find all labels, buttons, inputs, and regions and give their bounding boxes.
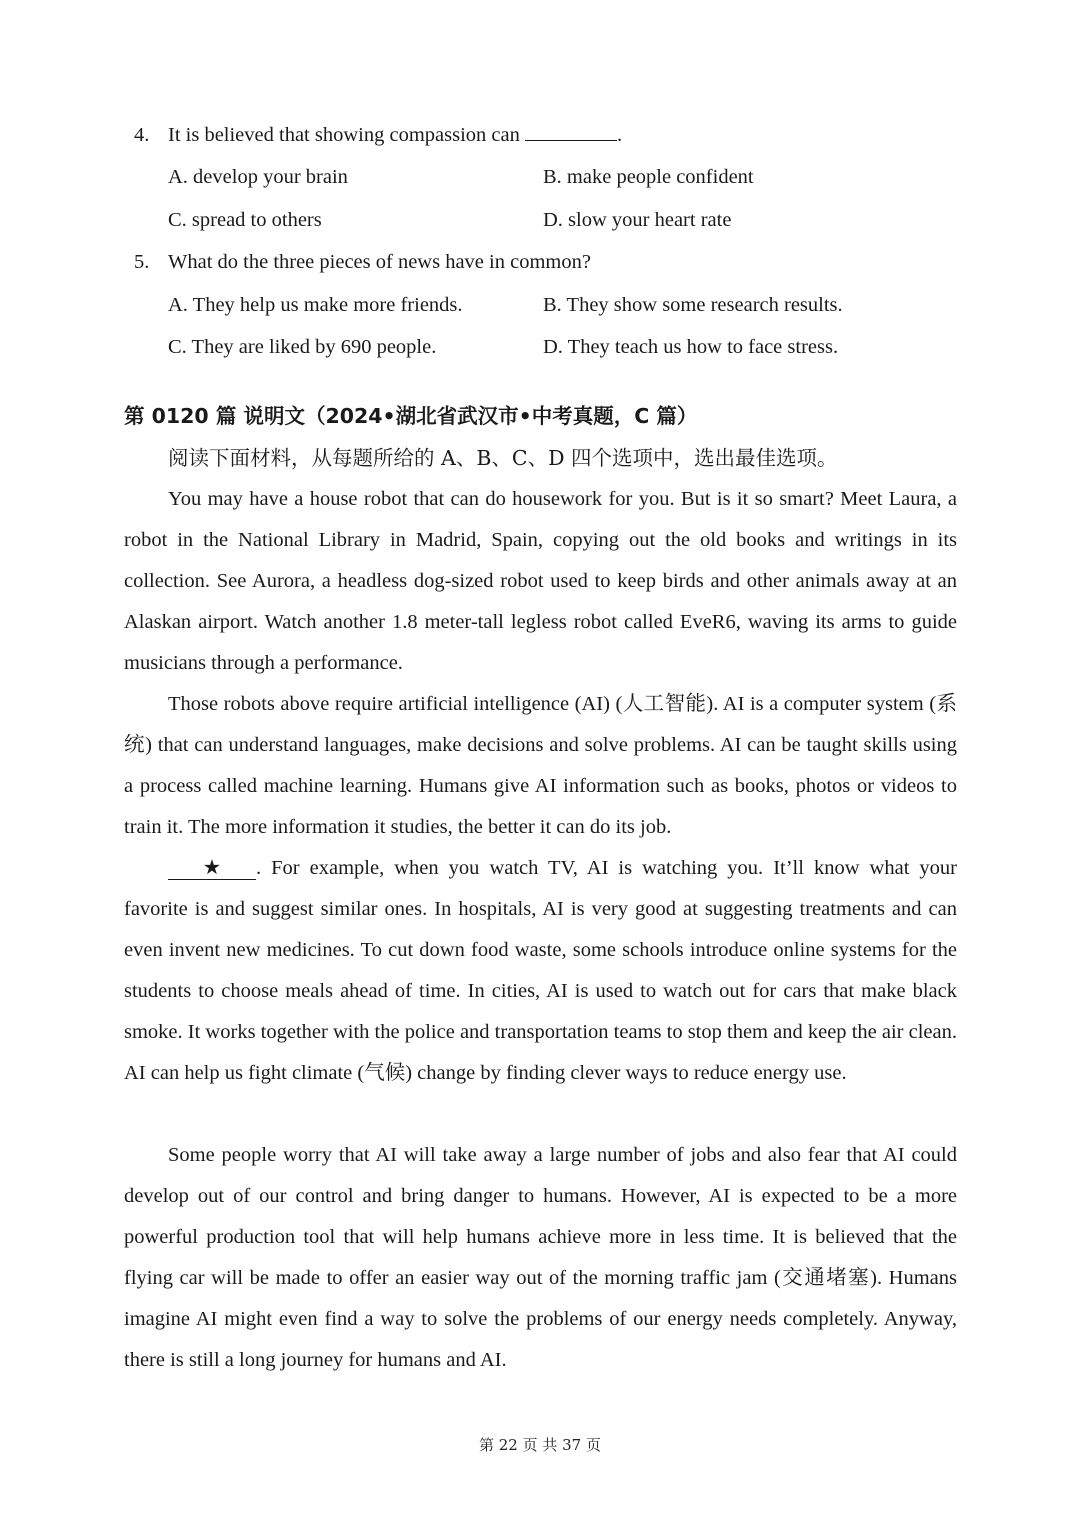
passage-paragraph-1: You may have a house robot that can do housework for you. But is it so smart? Meet Laura, a robot in the National Library in Madrid, Spain, copying out the old books and writings in its collection. See Aurora, a headless dog-sized robot used to keep birds and other animals away at an Alaskan airport. Watch another 1.8 meter-tall legless robot called EveR6, waving its arms to guide musicians through a performance. (124, 488, 957, 674)
star-blank: ★ (168, 857, 256, 880)
question-5-option-c: C. They are liked by 690 people. (168, 336, 437, 358)
question-5-number: 5. (134, 251, 150, 273)
question-4-option-d: D. slow your heart rate (543, 209, 732, 231)
passage-paragraph-2: Those robots above require artificial intelligence (AI) (人工智能). AI is a computer system (系统) that can understand languages, make decisions and solve problems. AI can be taught skills using a process called machine learning. Humans give AI information such as books, photos or videos to train it. The more information it studies, the better it can do its job. (124, 693, 957, 838)
passage-paragraph-3-text: . For example, when you watch TV, AI is watching you. It’ll know what your favorite is and suggest similar ones. In hospitals, AI is very good at suggesting treatments and can even invent new medicines. To cut down food waste, some schools introduce online systems for the students to choose meals ahead of time. In cities, AI is used to watch out for cars that make black smoke. It works together with the police and transportation teams to stop them and keep the air clean. AI can help us fight climate (气候) change by finding clever ways to reduce energy use. (124, 857, 957, 1084)
answer-blank (525, 122, 617, 141)
passage-paragraph-4: Some people worry that AI will take away a large number of jobs and also fear that AI could develop out of our control and bring danger to humans. However, AI is expected to be a more powerful production tool that will help humans achieve more in less time. It is believed that the flying car will be made to offer an easier way out of the morning traffic jam (交通堵塞). Humans imagine AI might even find a way to solve the problems of our energy needs completely. Anyway, there is still a long journey for humans and AI. (124, 1144, 957, 1371)
section-title: 第 0120 篇 说明文（2024•湖北省武汉市•中考真题，C 篇） (124, 404, 698, 428)
question-4-stem-text: It is believed that showing compassion can (168, 124, 520, 146)
question-4-stem-end: . (616, 124, 623, 146)
section-instruction: 阅读下面材料，从每题所给的 A、B、C、D 四个选项中，选出最佳选项。 (168, 446, 838, 470)
question-4-number: 4. (134, 124, 150, 146)
question-4-option-a: A. develop your brain (168, 166, 348, 188)
question-4-option-c: C. spread to others (168, 209, 322, 231)
passage-paragraph-3 (124, 848, 957, 1094)
question-4-stem (168, 120, 622, 150)
question-5-option-b: B. They show some research results. (543, 294, 843, 316)
question-5-option-d: D. They teach us how to face stress. (543, 336, 839, 358)
page-number-footer: 第 22 页 共 37 页 (478, 1436, 601, 1454)
question-5-stem: What do the three pieces of news have in common? (168, 251, 591, 273)
question-4-option-b: B. make people confident (543, 166, 754, 188)
question-5-option-a: A. They help us make more friends. (168, 294, 463, 316)
